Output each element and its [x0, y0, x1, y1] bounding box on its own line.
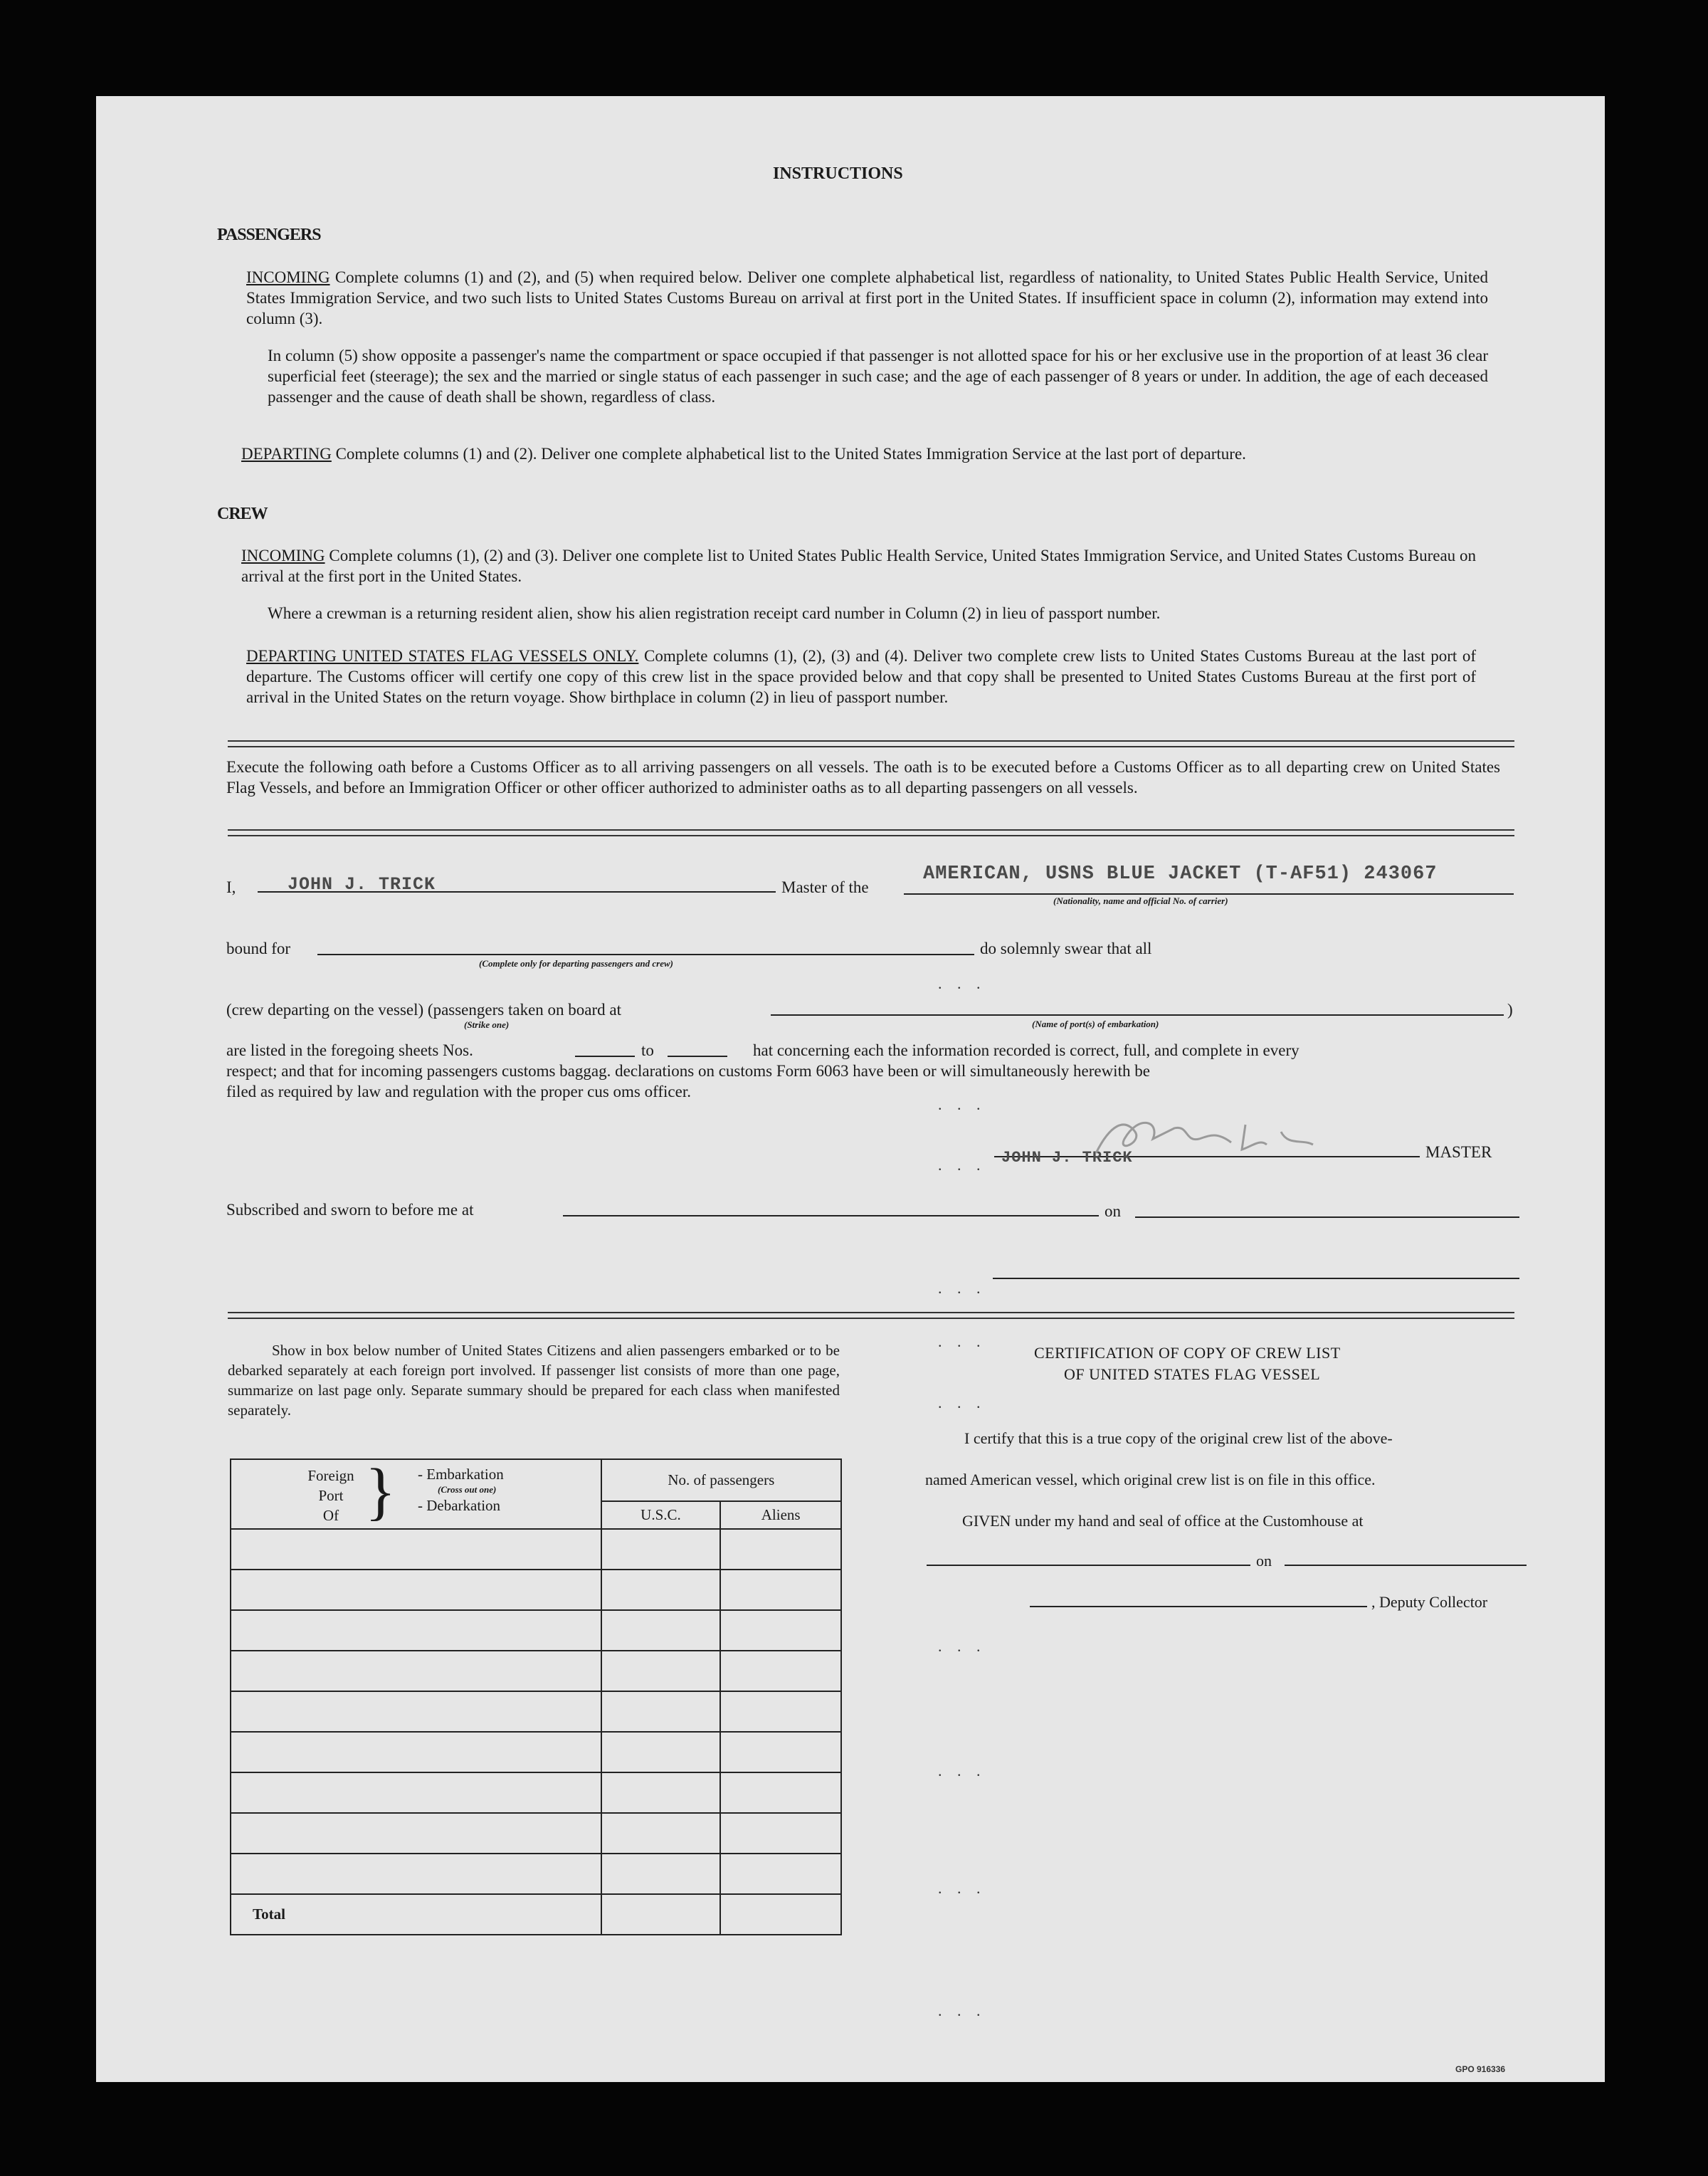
- table-row: [231, 1732, 841, 1772]
- td: [601, 1732, 721, 1772]
- sworn-on-label: on: [1105, 1202, 1121, 1220]
- certification-title-line1: CERTIFICATION OF COPY OF CREW LIST: [1034, 1344, 1341, 1362]
- vessel-line: [904, 893, 1514, 895]
- crew-incoming-text: Complete columns (1), (2) and (3). Deliver one complete list to United States Public Health Service, United States Immigration Service, and United States Customs Bureau on arrival at the first port in the United States.: [241, 547, 1476, 585]
- td: [720, 1610, 841, 1651]
- bound-for-caption: (Complete only for departing passengers and crew): [479, 958, 673, 969]
- oath-intro: Execute the following oath before a Customs Officer as to all arriving passengers on all vessels. The oath is to be executed before a Customs Officer as to all departing crew on United States Flag Vessels, and before an Immigration Officer or other officer authorized to administer oaths as to all departing passengers on all vessels.: [226, 758, 1500, 797]
- td: [720, 1691, 841, 1732]
- sheet-from-line: [575, 1056, 635, 1057]
- crew-incoming-label: INCOMING: [241, 547, 325, 564]
- deputy-collector-label: , Deputy Collector: [1371, 1593, 1488, 1611]
- total-row: [231, 1894, 841, 1935]
- swear-text: do solemnly swear that all: [980, 940, 1152, 957]
- listed-text-a: are listed in the foregoing sheets Nos.: [226, 1041, 473, 1059]
- td: [720, 1772, 841, 1813]
- close-paren: ): [1507, 1001, 1513, 1019]
- table-row: [231, 1854, 841, 1894]
- bound-for-label: bound for: [226, 940, 291, 957]
- table-row: [231, 1610, 841, 1651]
- port-caption: (Name of port(s) of embarkation): [1032, 1019, 1159, 1029]
- listed-to: to: [641, 1041, 654, 1059]
- td: [601, 1529, 721, 1570]
- subscribed-label: Subscribed and sworn to before me at: [226, 1201, 474, 1219]
- filed-text: filed as required by law and regulation with the proper cus oms officer.: [226, 1083, 691, 1100]
- head-of: Of: [322, 1507, 339, 1524]
- bound-for-line: [317, 954, 974, 955]
- table-row: [231, 1651, 841, 1691]
- head-port: Port: [318, 1487, 344, 1504]
- td: [601, 1691, 721, 1732]
- div: [302, 1466, 359, 1525]
- respect-text: respect; and that for incoming passengers customs baggag. declarations on customs Form 6063 have been or will simultaneously herewith be: [226, 1062, 1150, 1080]
- listed-text-b: hat concerning each the information recorded is correct, full, and complete in every: [753, 1041, 1300, 1059]
- td: [601, 1570, 721, 1610]
- passenger-incoming-instruction: [246, 267, 1488, 329]
- no-passengers-header: No. of passengers: [601, 1459, 841, 1501]
- td: [601, 1610, 721, 1651]
- dots: . . .: [938, 1279, 986, 1297]
- table-row: [231, 1772, 841, 1813]
- td: [231, 1570, 601, 1610]
- crew-passengers-text: (crew departing on the vessel) (passengers taken on board at: [226, 1001, 621, 1019]
- given-text: GIVEN under my hand and seal of office at the Customhouse at: [962, 1512, 1364, 1530]
- td: [601, 1894, 721, 1935]
- port-line: [771, 1014, 1504, 1016]
- table-row: [231, 1691, 841, 1732]
- officer-signature-line: [993, 1278, 1519, 1279]
- td: [601, 1854, 721, 1894]
- customhouse-line: [927, 1565, 1250, 1566]
- gpo-number: GPO 916336: [1455, 2064, 1506, 2074]
- td: [720, 1529, 841, 1570]
- deputy-collector-line: [1030, 1606, 1367, 1607]
- head-embarkation: - Embarkation: [418, 1466, 504, 1483]
- aliens-header: Aliens: [720, 1501, 841, 1529]
- td: [720, 1813, 841, 1854]
- td: [601, 1651, 721, 1691]
- dots: . . .: [938, 1333, 986, 1350]
- td: [720, 1854, 841, 1894]
- oath-i-label: I,: [226, 878, 236, 896]
- sworn-place-line: [563, 1215, 1099, 1216]
- master-name-typed: JOHN J. TRICK: [288, 874, 436, 895]
- dots: . . .: [938, 1762, 986, 1780]
- dots: . . .: [938, 1095, 986, 1113]
- td: [231, 1854, 601, 1894]
- dots: . . .: [938, 2002, 986, 2019]
- cert-on-label: on: [1256, 1552, 1272, 1570]
- cert-date-line: [1285, 1565, 1527, 1566]
- crew-departing-instruction: [246, 646, 1476, 708]
- foreign-port-header: [231, 1456, 601, 1529]
- usc-header: U.S.C.: [601, 1501, 721, 1529]
- table-header-row: [231, 1459, 841, 1501]
- head-debarkation: - Debarkation: [418, 1497, 501, 1514]
- summary-instructions: Show in box below number of United States Citizens and alien passengers embarked or to be debarked separately at each foreign port involved. If passenger list consists of more than one page, summarize on last page only. Separate summary should be prepared for each class when manifested separately.: [228, 1342, 840, 1419]
- td: [720, 1732, 841, 1772]
- master-of-label: Master of the: [781, 878, 869, 896]
- table-row: [231, 1529, 841, 1570]
- brace: }: [365, 1456, 396, 1527]
- total-label: Total: [231, 1894, 601, 1935]
- div: [418, 1464, 504, 1515]
- sheet-to-line: [668, 1056, 727, 1057]
- head-foreign: Foreign: [307, 1467, 354, 1484]
- crew-resident-instruction: Where a crewman is a returning resident alien, show his alien registration receipt card number in Column (2) in lieu of passport number.: [268, 604, 1161, 622]
- crew-incoming-instruction: [241, 545, 1476, 587]
- vessel-typed: AMERICAN, USNS BLUE JACKET (T-AF51) 243067: [923, 863, 1438, 885]
- td: [231, 1772, 601, 1813]
- section-divider: [228, 829, 1514, 836]
- td: [601, 1813, 721, 1854]
- td: [720, 1651, 841, 1691]
- head-cross-out: (Cross out one): [438, 1484, 497, 1495]
- passenger-incoming-label: INCOMING: [246, 268, 330, 286]
- td: [720, 1570, 841, 1610]
- td: [231, 1691, 601, 1732]
- dots: . . .: [938, 974, 986, 992]
- td: [601, 1772, 721, 1813]
- crew-departing-label: DEPARTING UNITED STATES FLAG VESSELS ONLY.: [246, 647, 639, 665]
- passenger-summary-table: [230, 1458, 842, 1935]
- table-row: [231, 1570, 841, 1610]
- certify-line2: named American vessel, which original crew list is on file in this office.: [925, 1471, 1376, 1488]
- td: [720, 1894, 841, 1935]
- td: [231, 1732, 601, 1772]
- vessel-caption: (Nationality, name and official No. of carrier): [1053, 895, 1228, 906]
- dots: . . .: [938, 1394, 986, 1412]
- passenger-departing-label: DEPARTING: [241, 445, 332, 463]
- dots: . . .: [938, 1156, 986, 1174]
- table-row: [231, 1813, 841, 1854]
- section-divider: [228, 740, 1514, 747]
- master-signature-typed: JOHN J. TRICK: [1001, 1149, 1133, 1167]
- td: [231, 1529, 601, 1570]
- section-divider: [228, 1312, 1514, 1319]
- td: [231, 1651, 601, 1691]
- certification-title-line2: OF UNITED STATES FLAG VESSEL: [1064, 1365, 1321, 1383]
- strike-caption: (Strike one): [464, 1019, 510, 1030]
- master-label: MASTER: [1425, 1143, 1492, 1161]
- sworn-date-line: [1135, 1216, 1519, 1218]
- certify-line1: I certify that this is a true copy of the original crew list of the above-: [964, 1429, 1393, 1447]
- passengers-heading: PASSENGERS: [217, 226, 321, 244]
- handwritten-signature: [1068, 1110, 1366, 1167]
- passenger-column5-instruction: In column (5) show opposite a passenger's name the compartment or space occupied if that passenger is not allotted space for his or her exclusive use in the proportion of at least 36 clear superficial feet (steerage); the sex and the married or single status of each passenger in such case; and the age of each passenger of 8 years or under. In addition, the age of each deceased passenger and the cause of death shall be shown, regardless of class.: [268, 347, 1488, 406]
- td: [231, 1813, 601, 1854]
- passenger-departing-text: Complete columns (1) and (2). Deliver one complete alphabetical list to the United States Immigration Service at the last port of departure.: [335, 445, 1246, 463]
- crew-departing-text: Complete columns (1), (2), (3) and (4). Deliver two complete crew lists to United States Customs Bureau at the last port of departure. The Customs officer will certify one copy of this crew list in the space provided below and that copy shall be presented to United States Customs Bureau at the first port of arrival in the United States on the return voyage. Show birthplace in column (2) in lieu of passport number.: [246, 647, 1477, 706]
- dots: . . .: [938, 1879, 986, 1897]
- passenger-incoming-text: Complete columns (1) and (2), and (5) when required below. Deliver one complete alphabetical list, regardless of nationality, to United States Public Health Service, United States Immigration Service, and two such lists to United States Customs Bureau on arrival at first port in the United States. If insufficient space in column (2), information may extend into column (3).: [246, 268, 1488, 327]
- passenger-departing-instruction: [241, 443, 1488, 464]
- dots: . . .: [938, 1637, 986, 1655]
- crew-heading: CREW: [217, 505, 268, 523]
- instructions-title: INSTRUCTIONS: [773, 164, 903, 183]
- td: [231, 1610, 601, 1651]
